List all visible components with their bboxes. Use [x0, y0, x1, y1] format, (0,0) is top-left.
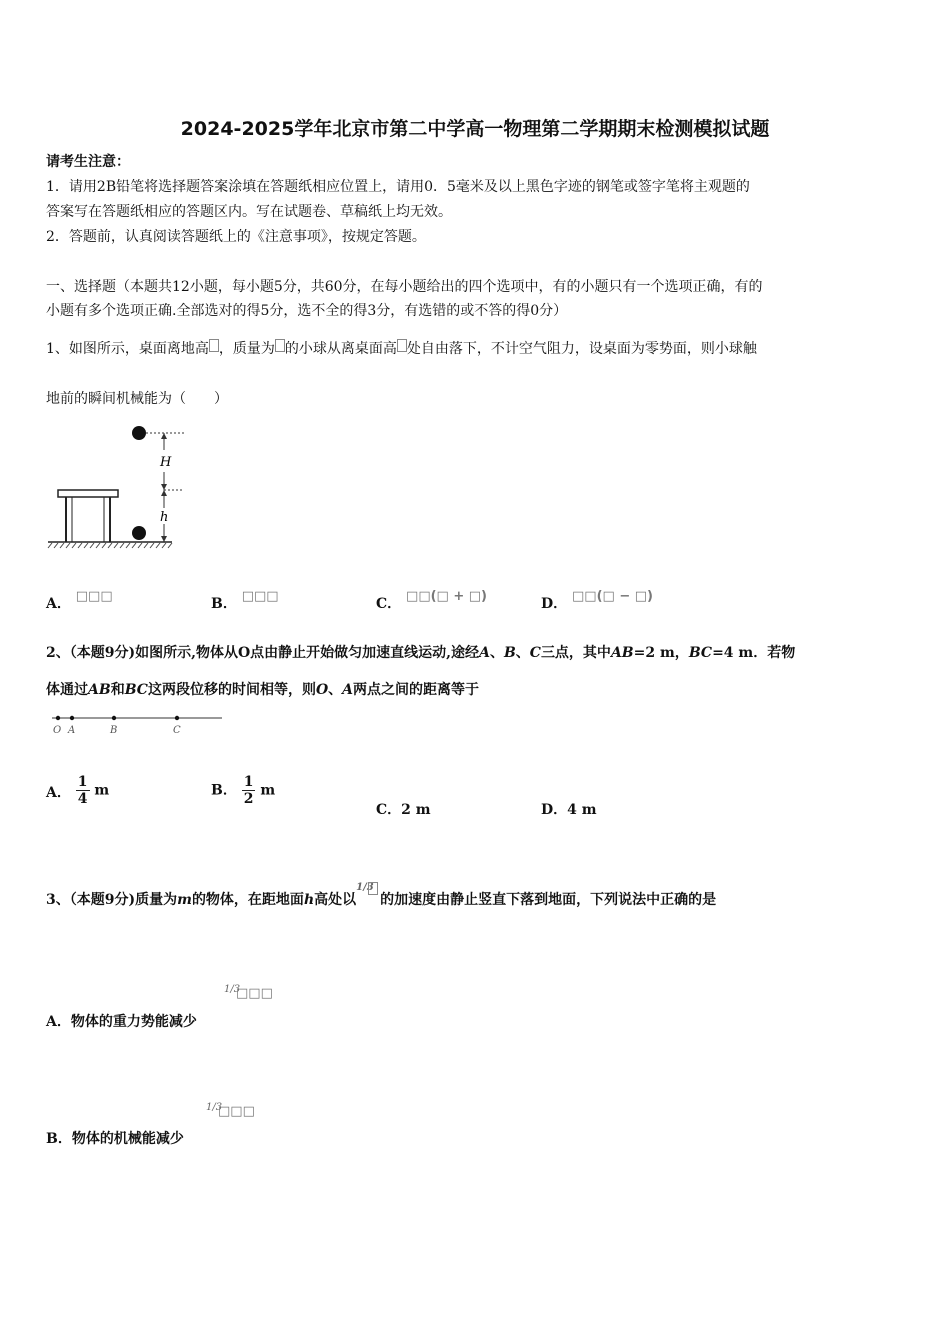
q3-text: 3、（本题9分)质量为 [46, 892, 178, 908]
q2-text: 2、（本题9分)如图所示,物体从O点由静止开始做匀加速直线运动,途经 [46, 645, 480, 661]
notice-line-2: 2．答题前，认真阅读答题纸上的《注意事项》，按规定答题。 [46, 229, 426, 245]
placeholder-glyph [275, 339, 285, 352]
q3-stem [46, 882, 717, 910]
dot-a [70, 716, 74, 720]
q3-option-b-expr [206, 1102, 255, 1119]
option-label: B． [211, 782, 237, 799]
separator: 、 [489, 645, 504, 661]
option-label: A． [46, 1014, 71, 1030]
dot-c [175, 716, 179, 720]
table-top [58, 490, 118, 497]
q1-text-1: 1、如图所示，桌面离地高 [46, 341, 209, 357]
point-b: B [503, 645, 516, 661]
fraction [76, 774, 90, 807]
var-h: h [303, 892, 315, 908]
unit: m [94, 782, 110, 799]
q2-option-a[interactable] [46, 774, 109, 807]
q3-option-a[interactable] [46, 1011, 197, 1031]
label-h: h [160, 510, 169, 525]
option-label: B． [46, 1131, 72, 1147]
bc-value: =4 m．若物 [712, 645, 796, 661]
fraction [242, 774, 256, 807]
option-label: A． [46, 784, 71, 801]
q1-option-c[interactable] [376, 589, 487, 613]
option-text: 物体的重力势能减少 [70, 1014, 197, 1030]
var-m: m [177, 892, 192, 908]
q3-text: 的加速度由静止竖直下落到地面，下列说法中正确的是 [380, 892, 717, 908]
label-c: C [173, 725, 181, 736]
label-a: A [68, 725, 76, 736]
option-expr: □□□ [75, 589, 113, 604]
label-b: B [110, 725, 118, 736]
option-expr: □□□ [241, 589, 279, 604]
q2-option-b[interactable] [211, 774, 275, 807]
q2-text: 三点，其中 [540, 645, 611, 661]
section-line-1: 一、选择题（本题共12小题，每小题5分，共60分，在每小题给出的四个选项中，有的小题只有一个选项正确，有的 [46, 279, 763, 295]
section-line-2: 小题有多个选项正确.全部选对的得5分，选不全的得3分，有选错的或不答的得0分） [46, 303, 568, 319]
q1-figure [44, 420, 194, 552]
notice-heading: 请考生注意： [46, 154, 130, 170]
option-expr: □□□ [218, 1104, 255, 1119]
separator: 、 [515, 645, 530, 661]
segment-ab: AB [610, 645, 634, 661]
notice-line-1a: 1．请用2B铅笔将选择题答案涂填在答题纸相应位置上，请用0．5毫米及以上黑色字迹的钢笔或签字笔将主观题的 [46, 179, 750, 195]
option-label: D． [541, 802, 568, 818]
q2-text: 这两段位移的时间相等，则 [147, 682, 316, 698]
ab-value: =2 m， [633, 645, 689, 661]
q2-text: 和 [110, 682, 125, 698]
q1-option-a[interactable] [46, 589, 113, 613]
frac-one-third: 1/3 [206, 1102, 223, 1113]
option-text: 物体的机械能减少 [71, 1131, 184, 1147]
q2-text: 两点之间的距离等于 [353, 682, 480, 698]
q2-text: 体通过 [46, 682, 88, 698]
label-H: H [160, 455, 172, 470]
segment-bc: BC [688, 645, 713, 661]
denominator: 4 [77, 791, 88, 807]
point-c: C [529, 645, 541, 661]
q3-option-a-expr [224, 984, 273, 1001]
q3-text: 高处以 [314, 892, 357, 908]
option-expr: □□□ [236, 986, 273, 1001]
option-label: D． [541, 596, 568, 612]
option-label: A． [46, 596, 71, 612]
placeholder-glyph [368, 882, 378, 895]
q2-figure [48, 710, 228, 740]
option-expr: □□(□ − □) [572, 589, 653, 604]
q2-option-c[interactable] [376, 799, 431, 819]
q2-stem-line-2 [46, 680, 479, 700]
ball-top [132, 426, 146, 440]
option-label: B． [211, 596, 237, 612]
q1-stem-line-2: 地前的瞬间机械能为（ ） [46, 391, 228, 407]
placeholder-glyph [209, 339, 219, 352]
denominator: 2 [243, 791, 254, 807]
frac-one-third: 1/3 [356, 882, 374, 893]
q1-text-3: 的小球从离桌面高 [284, 341, 397, 357]
q1-option-d[interactable] [541, 589, 653, 613]
numerator: 1 [77, 774, 88, 790]
q1-text-4: 处自由落下，不计空气阻力，设桌面为零势面，则小球触 [406, 341, 757, 357]
unit: m [260, 782, 276, 799]
option-label: C． [376, 802, 402, 818]
label-o: O [53, 725, 62, 736]
page-title: 2024-2025学年北京市第二中学高一物理第二学期期末检测模拟试题 [180, 118, 770, 140]
point-a: A [342, 682, 354, 698]
q2-stem-line-1 [46, 643, 795, 663]
numerator: 1 [243, 774, 254, 790]
notice-line-1b: 答案写在答题纸相应的答题区内。写在试题卷、草稿纸上均无效。 [46, 204, 452, 220]
ball-bottom [132, 526, 146, 540]
option-value: 4 m [567, 802, 597, 818]
q3-option-b[interactable] [46, 1128, 184, 1148]
q1-text-2: ，质量为 [218, 341, 275, 357]
frac-one-third: 1/3 [224, 984, 241, 995]
option-expr: □□(□ + □) [406, 589, 487, 604]
point-a: A [479, 645, 490, 661]
option-value: 2 m [401, 802, 431, 818]
q1-stem-line-1 [46, 339, 757, 359]
q1-option-b[interactable] [211, 589, 279, 613]
segment-ab: AB [88, 682, 111, 698]
option-label: C． [376, 596, 402, 612]
placeholder-glyph [397, 339, 407, 352]
q2-option-d[interactable] [541, 799, 597, 819]
q3-text: 的物体，在距地面 [191, 892, 304, 908]
separator: 、 [328, 682, 343, 698]
dot-o [56, 716, 60, 720]
point-o: O [315, 682, 329, 698]
dot-b [112, 716, 116, 720]
segment-bc: BC [124, 682, 148, 698]
